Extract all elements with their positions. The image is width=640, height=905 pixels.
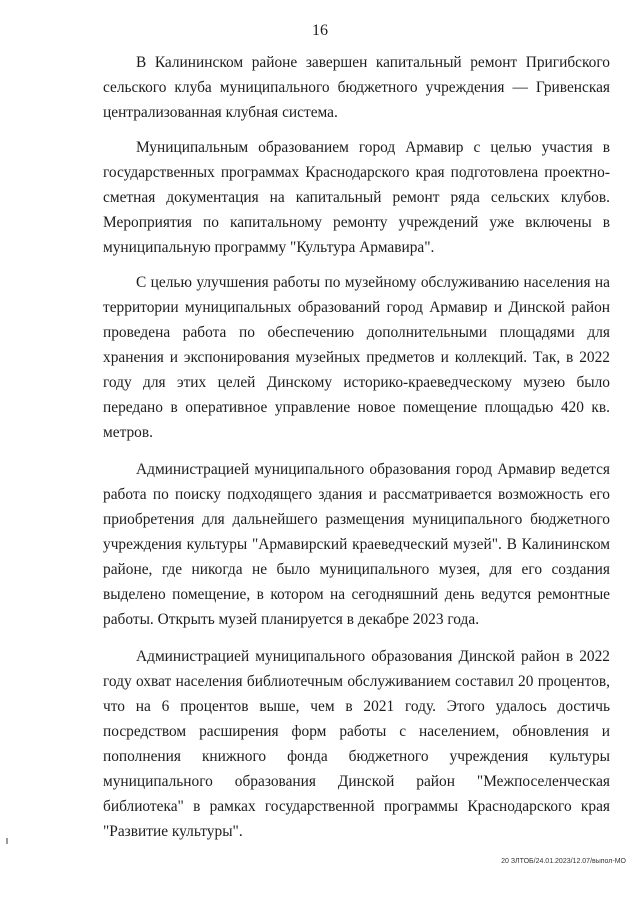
paragraph-dinskoy-library: Администрацией муниципального образования Динской район в 2022 году охват населения библиотечным обслуживанием составил 20 процентов, что на 6 процентов выше, чем в 2021 году. Этого удалось достичь посредством расширения форм работы с населением, обновления и пополнения книжного фонда бюджетного учреждения культуры муниципального образования Динской район "Межпоселенческая библиотека" в рамках государственной программы Краснодарского края "Развитие культуры". xyxy=(103,648,610,840)
paragraph-kalininsky-club: В Калининском районе завершен капитальный ремонт Пригибского сельского клуба муниципального бюджетного учреждения — Гривенская централизованная клубная система. xyxy=(103,54,610,121)
document-footer-code: 20 ЗЛТОБ/24.01.2023/12.07/выпол-МО xyxy=(501,858,626,865)
paragraph-armavir-clubs: Муниципальным образованием город Армавир с целью участия в государственных программах Краснодарского края подготовлена проектно-сметная документация на капитальный ремонт ряда сельских клубов. Мероприятия по капитальному ремонту учреждений уже включены в муниципальную программу "Культура Армавира". xyxy=(103,139,610,256)
scan-edge-mark xyxy=(6,838,8,844)
document-body xyxy=(103,50,610,854)
paragraph-armavir-museum: Администрацией муниципального образования город Армавир ведется работа по поиску подходящего здания и рассматривается возможность его приобретения для дальнейшего размещения муниципального бюджетного учреждения культуры "Армавирский краеведческий музей". В Калининском районе, где никогда не было муниципального музея, для его создания выделено помещение, в котором на сегодняшний день ведутся ремонтные работы. Открыть музей планируется в декабре 2023 года. xyxy=(103,461,610,628)
page-number: 16 xyxy=(312,22,328,39)
paragraph-museum-space: С целью улучшения работы по музейному обслуживанию населения на территории муниципальных образований город Армавир и Динской район проведена работа по обеспечению дополнительными площадями для хранения и экспонирования музейных предметов и коллекций. Так, в 2022 году для этих целей Динскому историко-краеведческому музею было передано в оперативное управление новое помещение площадью 420 кв. метров. xyxy=(103,274,610,441)
